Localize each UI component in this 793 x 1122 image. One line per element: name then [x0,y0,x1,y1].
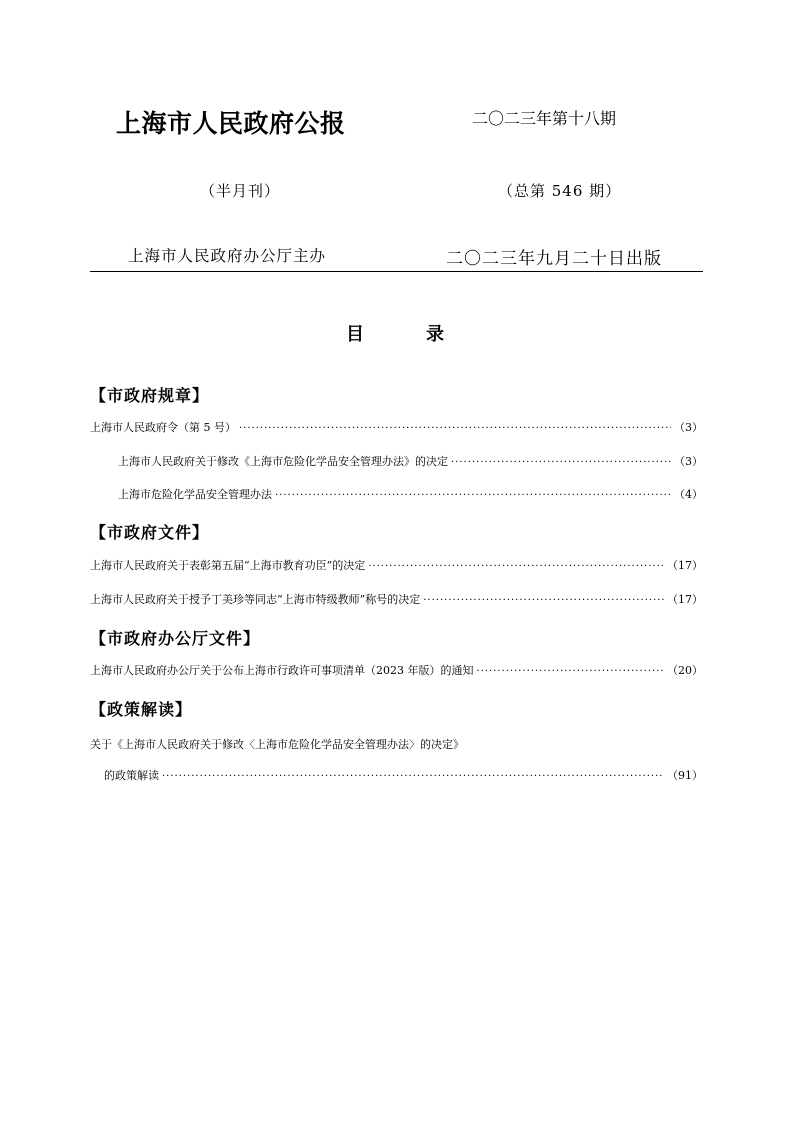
toc-entry-title: 上海市人民政府关于表彰第五届“上海市教育功臣”的决定 [90,559,366,572]
section-title-office-documents: 【市政府办公厅文件】 [90,629,261,648]
toc-entry-page: （3） [674,455,703,468]
publish-date: 二〇二三年九月二十日出版 [446,249,662,269]
toc-entry[interactable] [90,559,703,574]
toc-entry-page: （17） [667,559,703,572]
toc-heading-right: 录 [426,324,444,345]
journal-title: 上海市人民政府公报 [116,109,346,138]
leader-dots [368,560,664,574]
section-title-documents: 【市政府文件】 [90,523,210,542]
publication-frequency: （半月刊） [200,182,281,200]
leader-dots [275,489,671,503]
toc-entry-page: （91） [667,769,703,782]
toc-entry-page: （17） [667,593,703,606]
leader-dots [162,770,664,784]
toc-entry-title: 上海市人民政府令（第 5 号） [90,421,236,434]
toc-entry-page: （4） [674,488,703,501]
section-title-regulations: 【市政府规章】 [90,386,210,405]
leader-dots [477,665,665,679]
toc-heading [346,320,506,346]
leader-dots [239,422,671,436]
toc-entry[interactable] [90,738,703,752]
toc-entry-title: 的政策解读 [104,769,159,782]
toc-entry[interactable] [90,769,703,784]
toc-entry[interactable] [90,421,703,436]
toc-entry-page: （3） [674,421,703,434]
issue-number: 二〇二三年第十八期 [472,109,617,128]
total-issue-number: （总第 546 期） [498,182,622,200]
toc-entry[interactable] [90,488,703,503]
leader-dots [451,456,671,470]
header-divider [90,271,703,272]
toc-entry-title: 上海市危险化学品安全管理办法 [118,488,272,501]
toc-entry[interactable] [90,593,703,608]
toc-entry[interactable] [90,455,703,470]
toc-entry[interactable] [90,664,703,679]
sponsor: 上海市人民政府办公厅主办 [128,247,327,265]
toc-entry-page: （20） [667,664,703,677]
toc-entry-title: 上海市人民政府关于修改《上海市危险化学品安全管理办法》的决定 [118,455,448,468]
toc-heading-left: 目 [346,324,364,345]
section-title-policy-interpretation: 【政策解读】 [90,700,193,719]
toc-entry-title: 上海市人民政府关于授予丁美珍等同志“上海市特级教师”称号的决定 [90,593,421,606]
leader-dots [423,594,664,608]
toc-entry-title: 关于《上海市人民政府关于修改〈上海市危险化学品安全管理办法〉的决定》 [90,738,464,751]
toc-entry-title: 上海市人民政府办公厅关于公布上海市行政许可事项清单（2023 年版）的通知 [90,664,474,677]
